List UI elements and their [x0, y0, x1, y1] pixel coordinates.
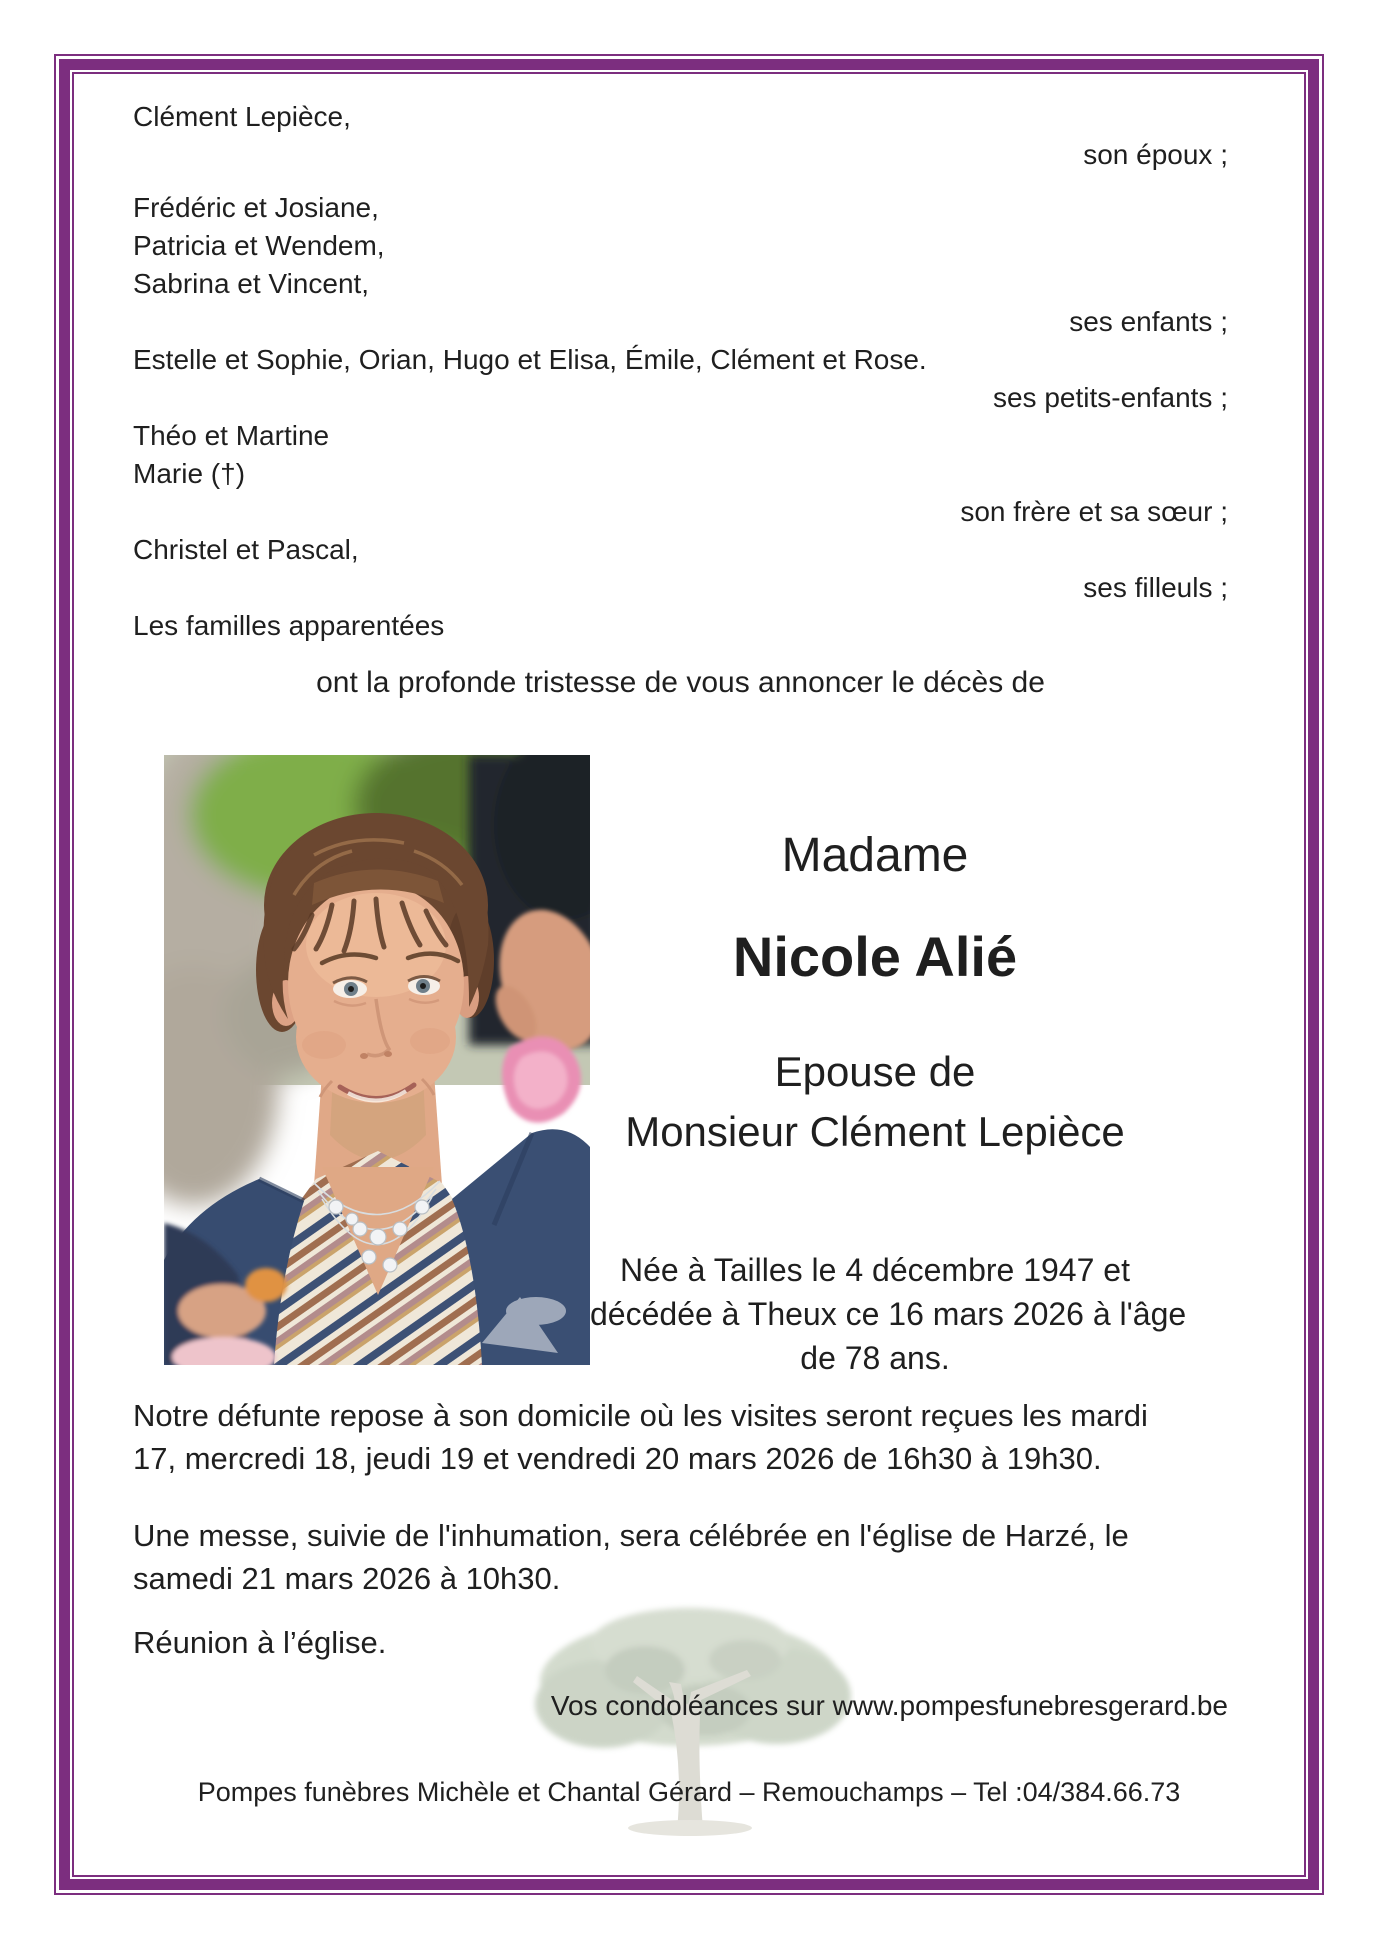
portrait-photo [164, 755, 590, 1365]
family-line: Sabrina et Vincent, [133, 268, 370, 299]
age-line: de 78 ans. [800, 1340, 950, 1376]
wake-paragraph [133, 1394, 1228, 1480]
relation-label: son frère et sa sœur ; [960, 496, 1228, 527]
family-line: Les familles apparentées [133, 610, 445, 641]
family-line: Christel et Pascal, [133, 534, 359, 565]
spouse-name: Monsieur Clément Lepièce [625, 1108, 1125, 1155]
spouse-prefix: Epouse de [774, 1048, 976, 1095]
relation-label: son époux ; [1083, 139, 1228, 170]
wake-line: 17, mercredi 18, jeudi 19 et vendredi 20 mars 2026 de 16h30 à 19h30. [133, 1441, 1102, 1476]
family-line: Marie (†) [133, 458, 246, 489]
death-line: décédée à Theux ce 16 mars 2026 à l'âge [590, 1296, 1187, 1332]
deceased-name: Nicole Alié [732, 925, 1018, 988]
mass-line: samedi 21 mars 2026 à 10h30. [133, 1561, 561, 1596]
death-announcement-line: ont la profonde tristesse de vous annoncer le décès de [316, 666, 1045, 699]
family-line: Théo et Martine [133, 420, 330, 451]
family-line: Frédéric et Josiane, [133, 192, 379, 223]
mass-paragraph [133, 1514, 1228, 1600]
meeting-paragraph: Réunion à l’église. [133, 1625, 387, 1660]
condolences-website-line: Vos condoléances sur www.pompesfunebresgerard.be [550, 1690, 1228, 1721]
relation-label: ses filleuls ; [1083, 572, 1228, 603]
mass-line: Une messe, suivie de l'inhumation, sera célébrée en l'église de Harzé, le [133, 1518, 1129, 1553]
deceased-title: Madame [781, 829, 969, 882]
family-relations-block [133, 98, 1228, 645]
birth-line: Née à Tailles le 4 décembre 1947 et [620, 1252, 1130, 1288]
birth-death-details [590, 1248, 1187, 1380]
relation-label: ses enfants ; [1069, 306, 1228, 337]
family-line: Estelle et Sophie, Orian, Hugo et Elisa, Émile, Clément et Rose. [133, 344, 927, 375]
wake-line: Notre défunte repose à son domicile où les visites seront reçues les mardi [133, 1398, 1148, 1433]
relation-label: ses petits-enfants ; [992, 382, 1228, 413]
funeral-home-footer: Pompes funèbres Michèle et Chantal Gérard – Remouchamps – Tel :04/384.66.73 [197, 1777, 1181, 1807]
family-line: Patricia et Wendem, [133, 230, 385, 261]
family-line: Clément Lepièce, [133, 101, 351, 132]
